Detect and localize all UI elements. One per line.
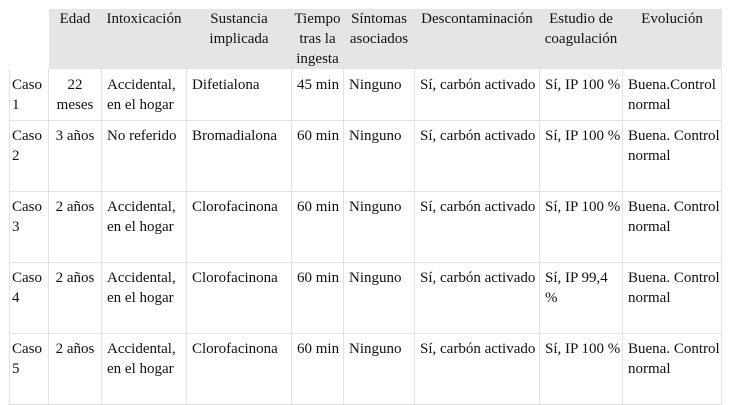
- cell-decontamination: Sí, carbón activado: [415, 69, 540, 120]
- cell-coagulation: Sí, IP 99,4 %: [540, 262, 623, 333]
- header-time: Tiempo tras la ingesta: [294, 11, 341, 67]
- cell-evolution: Buena. Control normal: [623, 262, 722, 333]
- cell-intoxication: Accidental, en el hogar: [102, 262, 187, 333]
- cell-evolution: Buena. Control normal: [623, 120, 722, 191]
- cell-age: 2 años: [49, 191, 102, 262]
- header-evolution: Evolución: [641, 11, 703, 27]
- header-decontamination: Descontaminación: [421, 11, 533, 27]
- cell-time: 60 min: [292, 191, 344, 262]
- cell-substance: Bromadialona: [187, 120, 292, 191]
- cell-evolution: Buena.Control normal: [623, 69, 722, 120]
- header-age: Edad: [59, 11, 91, 27]
- cell-substance: Clorofacinona: [187, 333, 292, 404]
- cell-evolution: Buena. Control normal: [623, 333, 722, 404]
- cell-case: Caso 4: [10, 262, 49, 333]
- header-case: [10, 9, 49, 69]
- cell-time: 45 min: [292, 69, 344, 120]
- header-row: [10, 9, 722, 69]
- cell-substance: Difetialona: [187, 69, 292, 120]
- cell-intoxication: Accidental, en el hogar: [102, 333, 187, 404]
- cell-substance: Clorofacinona: [187, 191, 292, 262]
- cell-case: Caso 2: [10, 120, 49, 191]
- cell-coagulation: Sí, IP 100 %: [540, 120, 623, 191]
- cell-case: Caso 3: [10, 191, 49, 262]
- cell-case: Caso 5: [10, 333, 49, 404]
- table-row: [10, 333, 722, 404]
- cell-time: 60 min: [292, 120, 344, 191]
- cell-case: Caso 1: [10, 69, 49, 120]
- cell-symptoms: Ninguno: [344, 191, 415, 262]
- cell-age: 2 años: [49, 333, 102, 404]
- cell-substance: Clorofacinona: [187, 262, 292, 333]
- cell-age: 3 años: [49, 120, 102, 191]
- table-row: [10, 120, 722, 191]
- cell-time: 60 min: [292, 333, 344, 404]
- header-symptoms: Síntomas asociados: [349, 11, 409, 47]
- cell-time: 60 min: [292, 262, 344, 333]
- header-substance: Sustancia implicada: [209, 11, 269, 47]
- table-row: [10, 262, 722, 333]
- cell-intoxication: No referido: [102, 120, 187, 191]
- cell-decontamination: Sí, carbón activado: [415, 191, 540, 262]
- cell-age: 22 meses: [49, 69, 102, 120]
- cell-coagulation: Sí, IP 100 %: [540, 333, 623, 404]
- cell-age: 2 años: [49, 262, 102, 333]
- cell-symptoms: Ninguno: [344, 120, 415, 191]
- cell-evolution: Buena. Control normal: [623, 191, 722, 262]
- cell-intoxication: Accidental, en el hogar: [102, 69, 187, 120]
- cell-symptoms: Ninguno: [344, 262, 415, 333]
- cell-decontamination: Sí, carbón activado: [415, 120, 540, 191]
- cases-table: [9, 9, 722, 405]
- header-intoxication: Intoxicación: [106, 11, 182, 27]
- table-row: [10, 191, 722, 262]
- cell-coagulation: Sí, IP 100 %: [540, 69, 623, 120]
- cell-symptoms: Ninguno: [344, 333, 415, 404]
- cell-decontamination: Sí, carbón activado: [415, 262, 540, 333]
- cell-symptoms: Ninguno: [344, 69, 415, 120]
- table-row: [10, 69, 722, 120]
- cell-intoxication: Accidental, en el hogar: [102, 191, 187, 262]
- header-coagulation: Estudio de coagulación: [544, 11, 618, 47]
- cell-coagulation: Sí, IP 100 %: [540, 191, 623, 262]
- cell-decontamination: Sí, carbón activado: [415, 333, 540, 404]
